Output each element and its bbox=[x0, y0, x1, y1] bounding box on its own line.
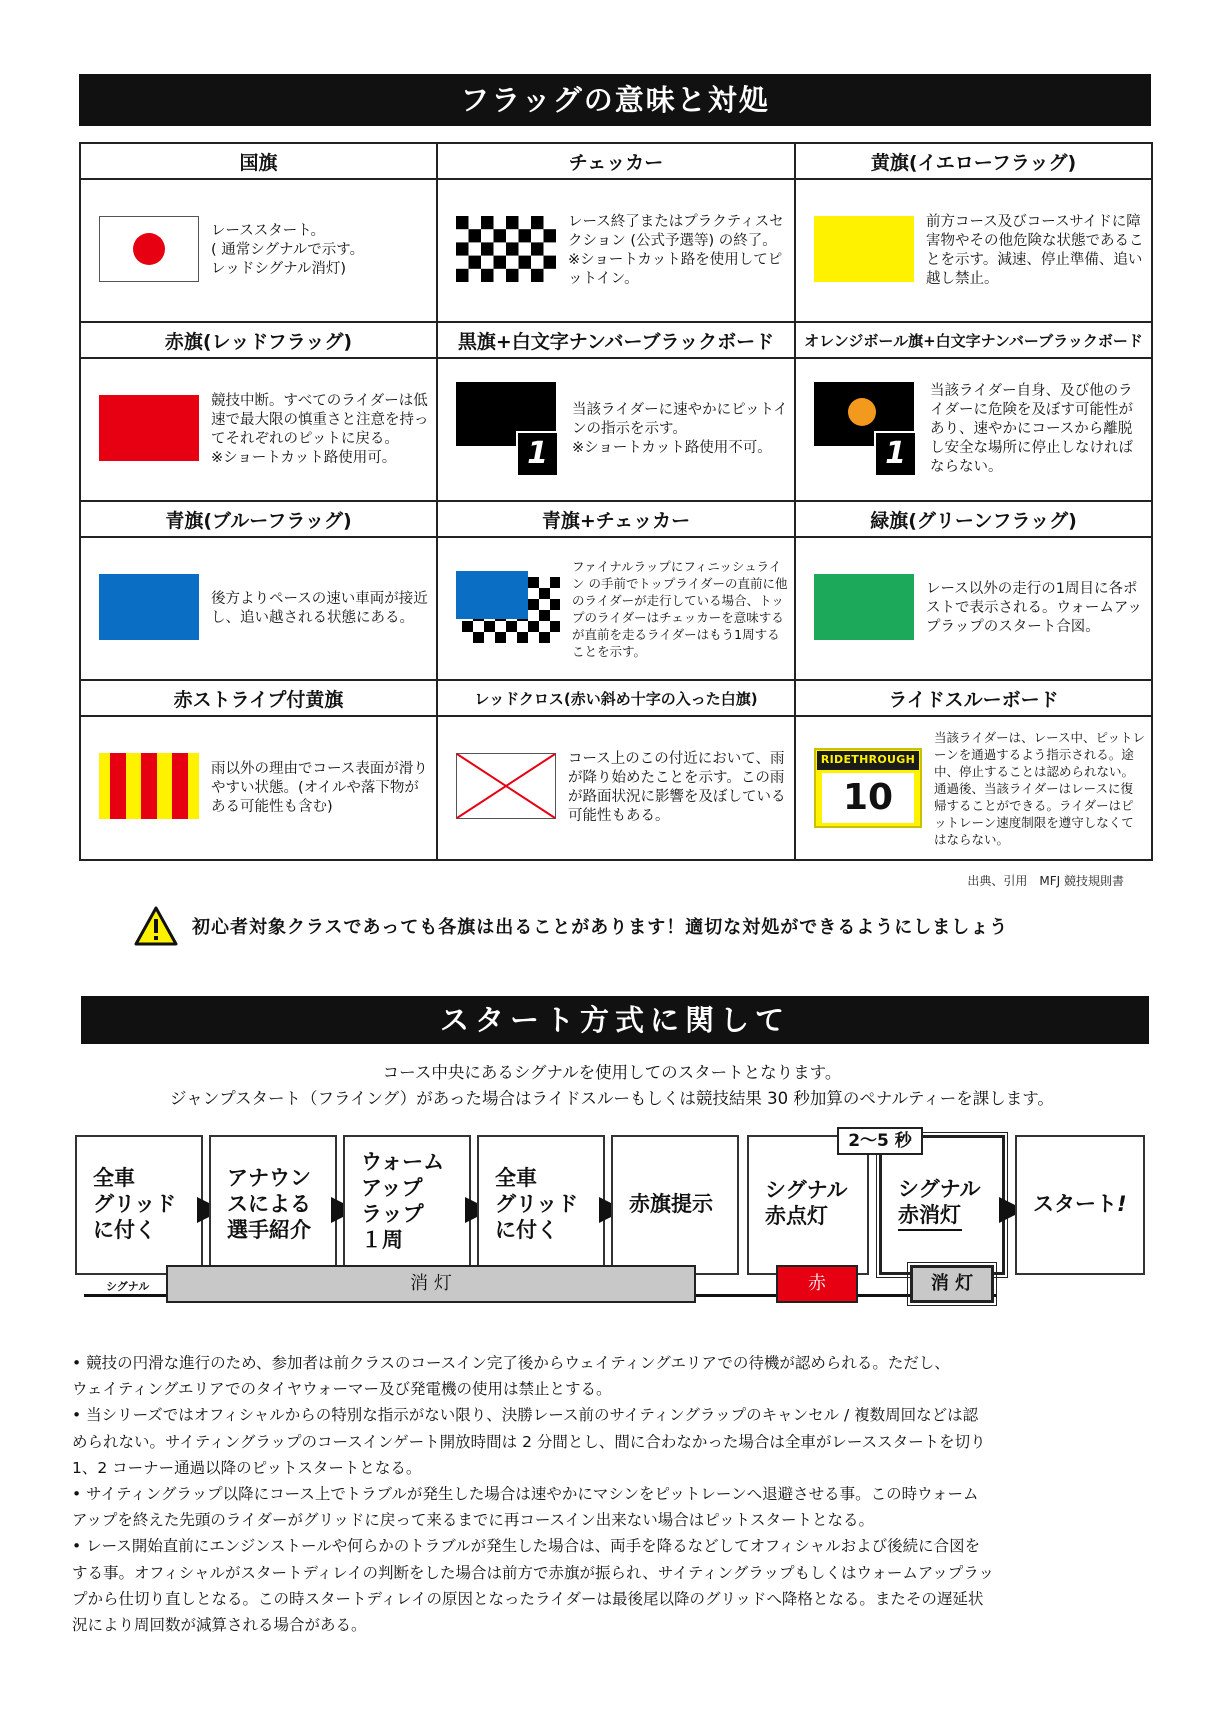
flag-title-black: 黒旗+白文字ナンバーブラックボード bbox=[437, 322, 795, 358]
note-line: ウェイティングエリアでのタイヤウォーマー及び発電機の使用は禁止とする。 bbox=[72, 1380, 612, 1399]
start-banner-title: スタート方式に関して bbox=[81, 996, 1149, 1044]
number-board-digit: 1 bbox=[885, 435, 906, 471]
flag-desc-red: 競技中断。すべてのライダーは低速で最大限の慎重さと注意を持ってそれぞれのピットに戻る。 ※ショートカット路使用可。 bbox=[211, 392, 429, 466]
warning-text: 初心者対象クラスであっても各旗は出ることがあります！適切な対処ができるようにしましょう bbox=[192, 917, 1009, 938]
timer-label: 2～5 秒 bbox=[837, 1127, 923, 1155]
flag-desc-green: レース以外の走行の1周目に各ポストで表示される。ウォームアップラップのスタート合図。 bbox=[926, 581, 1142, 635]
step-start-label: スタート bbox=[1033, 1192, 1117, 1216]
signal-red-bar: 赤 bbox=[776, 1265, 858, 1303]
flag-desc-black: 当該ライダーに速やかにピットインの指示を示す。 ※ショートカット路使用不可。 bbox=[572, 402, 788, 456]
intro-line-2: ジャンプスタート（フライング）があった場合はライドスルーもしくは競技結果 30 秒加算のペナルティーを課します。 bbox=[170, 1089, 1054, 1108]
start-exclaim: ! bbox=[1117, 1192, 1127, 1216]
step-grid-2: 全車 グリッド に付く bbox=[477, 1135, 605, 1275]
start-sequence bbox=[75, 1131, 1145, 1275]
signal-off-bar-2: 消 灯 bbox=[910, 1265, 994, 1303]
note-line: プから仕切り直しとなる。この時スタートディレイの原因となったライダーは最後尾以降のグリッドへ降格となる。またその遅延状 bbox=[72, 1589, 984, 1608]
flags-banner-title: フラッグの意味と対処 bbox=[79, 74, 1151, 126]
red-cross-flag-icon bbox=[456, 753, 556, 823]
note-line: • 当シリーズではオフィシャルからの特別な指示がない限り、決勝レース前のサイティングラップのキャンセル / 複数周回などは認 bbox=[72, 1406, 979, 1425]
flag-desc-blue: 後方よりペースの速い車両が接近し、追い越される状態にある。 bbox=[211, 590, 428, 626]
signal-off-bar-1: 消 灯 bbox=[166, 1265, 696, 1303]
flag-title-japan: 国旗 bbox=[80, 143, 437, 179]
step-start bbox=[1015, 1135, 1145, 1275]
step-signal-red-on: シグナル 赤点灯 bbox=[747, 1135, 869, 1275]
flag-title-checkered: チェッカー bbox=[437, 143, 795, 179]
flag-title-yellow: 黄旗(イエローフラッグ) bbox=[795, 143, 1152, 179]
step-announce: アナウン スによる 選手紹介 bbox=[209, 1135, 337, 1275]
notes-section bbox=[72, 1350, 1162, 1638]
blue-checkered-flag-icon bbox=[456, 571, 560, 647]
ride-through-board-number: 10 bbox=[842, 777, 894, 818]
flag-title-ride-through: ライドスルーボード bbox=[795, 680, 1152, 716]
red-striped-yellow-flag-icon bbox=[99, 753, 199, 823]
flag-title-blue-checkered: 青旗+チェッカー bbox=[437, 501, 795, 537]
flag-title-red-cross: レッドクロス(赤い斜め十字の入った白旗) bbox=[437, 680, 795, 716]
underline bbox=[898, 1229, 962, 1231]
flag-title-orange-ball: オレンジボール旗+白文字ナンバーブラックボード bbox=[795, 322, 1152, 358]
flag-desc-japan: レーススタート。 ( 通常シグナルで示す。 レッドシグナル消灯) bbox=[211, 223, 365, 277]
black-flag-icon bbox=[456, 382, 560, 478]
ride-through-board-header: RIDETHROUGH bbox=[820, 753, 916, 766]
green-flag-icon bbox=[814, 574, 914, 644]
flag-title-red: 赤旗(レッドフラッグ) bbox=[80, 322, 437, 358]
flag-desc-striped-yellow: 雨以外の理由でコース表面が滑りやすい状態。(オイルや落下物がある可能性も含む) bbox=[211, 760, 428, 815]
flag-title-green: 緑旗(グリーンフラッグ) bbox=[795, 501, 1152, 537]
blue-flag-icon bbox=[99, 574, 199, 644]
intro-line-1: コース中央にあるシグナルを使用してのスタートとなります。 bbox=[382, 1063, 842, 1082]
checkered-flag-icon bbox=[456, 216, 556, 286]
flag-desc-orange-ball: 当該ライダー自身、及び他のライダーに危険を及ぼす可能性があり、速やかにコースから離脱し安全な場所に停止しなければならない。 bbox=[930, 383, 1133, 475]
flag-title-striped-yellow: 赤ストライプ付黄旗 bbox=[80, 680, 437, 716]
step-signal-red-off: シグナル 赤消灯 bbox=[879, 1135, 1005, 1275]
note-line: • 競技の円滑な進行のため、参加者は前クラスのコースイン完了後からウェイティングエリアでの待機が認められる。ただし、 bbox=[72, 1354, 950, 1372]
note-line: 況により周回数が減算される場合がある。 bbox=[72, 1616, 367, 1635]
flag-desc-red-cross: コース上のこの付近において、雨が降り始めたことを示す。この雨が路面状況に影響を及ぼしている可能性もある。 bbox=[568, 751, 786, 824]
flag-desc-checkered: レース終了またはプラクティスセクション (公式予選等) の終了。 ※ショートカット路を使用してピットイン。 bbox=[568, 213, 784, 287]
step-grid-1: 全車 グリッド に付く bbox=[75, 1135, 203, 1275]
note-line: められない。サイティングラップのコースインゲート開放時間は 2 分間とし、間に合わなかった場合は全車がレーススタートを切り bbox=[72, 1432, 986, 1451]
note-line: 1、2 コーナー通過以降のピットスタートとなる。 bbox=[72, 1458, 422, 1477]
note-line: • サイティングラップ以降にコース上でトラブルが発生した場合は速やかにマシンをピットレーンへ退避させる事。この時ウォーム bbox=[72, 1485, 979, 1504]
note-line: • レース開始直前にエンジンストールや何らかのトラブルが発生した場合は、両手を降るなどしてオフィシャルおよび後続に合図を bbox=[72, 1537, 981, 1556]
note-line: する事。オフィシャルがスタートディレイの判断をした場合は前方で赤旗が振られ、サイティングラップもしくはウォームアップラッ bbox=[72, 1563, 994, 1582]
japan-flag-icon bbox=[99, 216, 199, 286]
yellow-flag-icon bbox=[814, 216, 914, 286]
ride-through-board-icon bbox=[814, 748, 922, 828]
flag-title-blue: 青旗(ブルーフラッグ) bbox=[80, 501, 437, 537]
flag-desc-yellow: 前方コース及びコースサイドに障害物やその他危険な状態であることを示す。減速、停止準備、追い越し禁止。 bbox=[926, 213, 1144, 287]
red-flag-icon bbox=[99, 395, 199, 465]
warning-row bbox=[134, 906, 1008, 946]
flags-table bbox=[79, 142, 1153, 861]
flag-desc-blue-checkered: ファイナルラップにフィニッシュライン の手前でトップライダーの直前に他のライダーが走行している場合、トップのライダーはチェッカーを意味するが直前を走るライダーはもう1周することを示す。 bbox=[572, 558, 788, 659]
step-warmup-lap: ウォーム アップ ラップ １周 bbox=[343, 1135, 471, 1275]
source-citation: 出典、引用 MFJ 競技規則書 bbox=[967, 874, 1124, 888]
signal-label: シグナル bbox=[106, 1280, 150, 1293]
number-board-digit: 1 bbox=[527, 435, 548, 471]
step-red-flag: 赤旗提示 bbox=[611, 1135, 739, 1275]
orange-ball-flag-icon bbox=[814, 382, 918, 478]
flag-desc-ride-through: 当該ライダーは、レース中、ピットレーンを通過するよう指示される。途中、停止することは認められない。通過後、当該ライダーはレースに復帰することができる。ライダーはピットレーン速度制限を遵守しなくてはならない。 bbox=[934, 729, 1146, 847]
warning-triangle-icon bbox=[134, 906, 178, 946]
note-line: アップを終えた先頭のライダーがグリッドに戻って来るまでに再コースイン出来ない場合はピットスタートとなる。 bbox=[72, 1511, 874, 1530]
